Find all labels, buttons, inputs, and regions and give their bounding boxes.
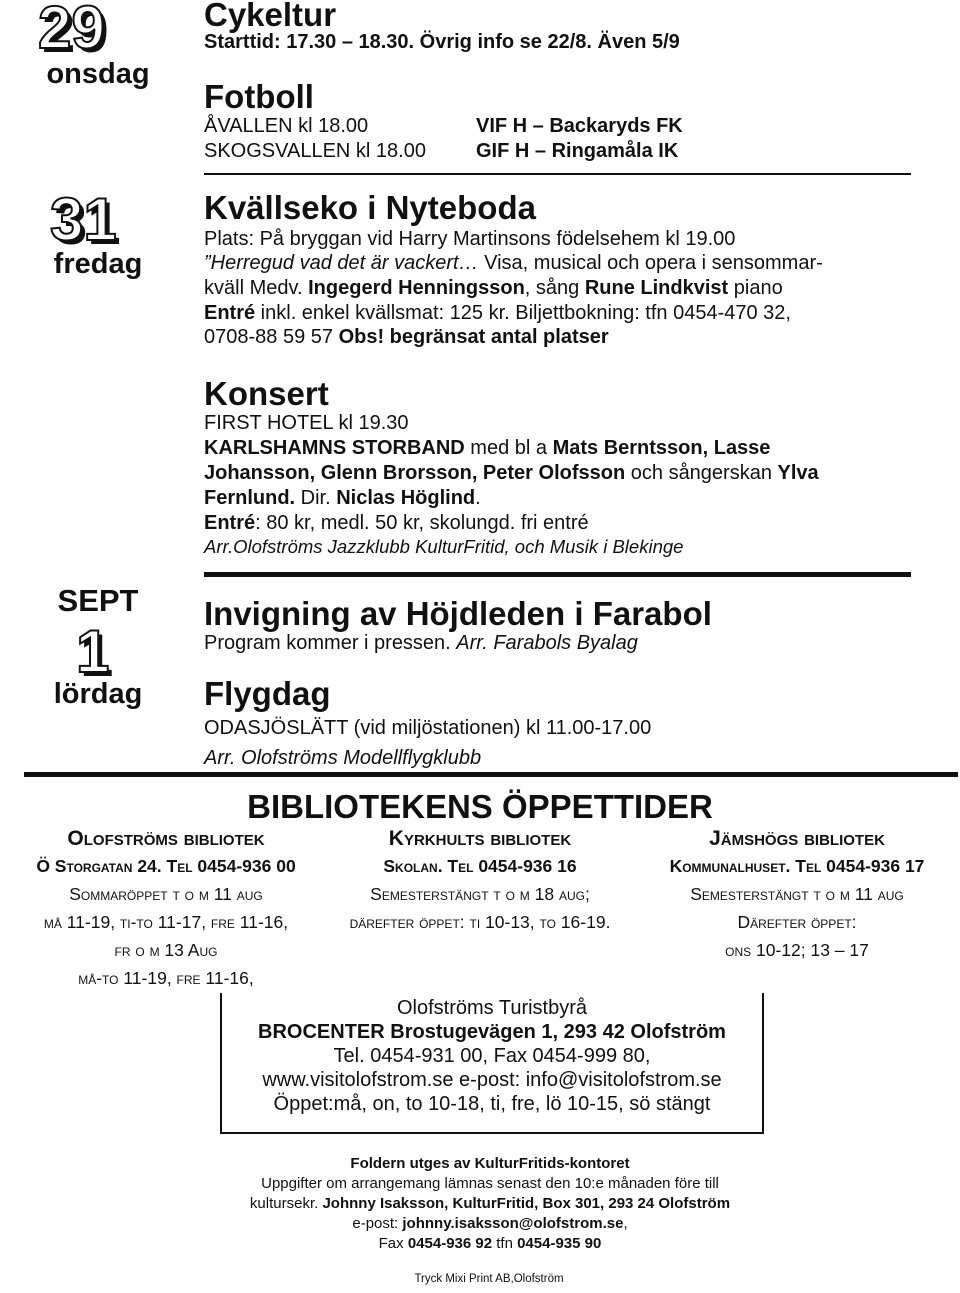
day-fredag: fredag bbox=[53, 248, 143, 280]
library-hours-line: fr o m 13 Aug bbox=[114, 940, 218, 960]
event-title-cykeltur: Cykeltur bbox=[204, 0, 337, 33]
konsert-line-3 bbox=[204, 486, 481, 511]
footer-email bbox=[0, 1214, 960, 1234]
library-hours-line: Sommaröppet t o m 11 aug bbox=[69, 884, 263, 904]
footer bbox=[0, 1154, 960, 1254]
date-number-31: 31 bbox=[50, 186, 117, 253]
text: kultursekr. bbox=[249, 1195, 323, 1212]
library-kyrkhult bbox=[320, 826, 640, 936]
text: piano bbox=[728, 277, 783, 299]
singer-name: Ylva bbox=[777, 462, 819, 484]
musician-names: Johansson, Glenn Brorsson, Peter Olofsson bbox=[204, 462, 626, 484]
event-title-flygdag: Flygdag bbox=[204, 675, 331, 712]
fotboll-venue-2: SKOGSVALLEN kl 18.00 bbox=[204, 140, 426, 162]
fotboll-venue-1: ÅVALLEN kl 18.00 bbox=[204, 115, 369, 137]
library-hours-line: Därefter öppet: bbox=[737, 912, 857, 932]
library-hours-line: därefter öppet: ti 10-13, to 16-19. bbox=[349, 912, 611, 932]
event-title-kvallseko: Kvällseko i Nyteboda bbox=[204, 189, 536, 226]
invigning-info bbox=[204, 631, 638, 656]
performer-name: Ingegerd Henningsson bbox=[308, 277, 525, 299]
kvallseko-place: Plats: På bryggan vid Harry Martinsons födelsehem kl 19.00 bbox=[204, 228, 736, 250]
organizer: Arr. Farabols Byalag bbox=[456, 632, 638, 654]
director-name: Niclas Höglind bbox=[336, 487, 476, 509]
event-title-fotboll: Fotboll bbox=[204, 78, 314, 115]
contact-address: Johnny Isaksson, KulturFritid, Box 301, 293 24 Olofström bbox=[322, 1195, 731, 1212]
footer-fax bbox=[0, 1234, 960, 1254]
konsert-organizer: Arr.Olofströms Jazzklubb KulturFritid, och Musik i Blekinge bbox=[204, 536, 684, 557]
email-link[interactable]: johnny.isaksson@olofstrom.se bbox=[402, 1215, 624, 1232]
konsert-line-1 bbox=[204, 436, 770, 461]
text: tfn bbox=[492, 1235, 518, 1252]
event-title-invigning: Invigning av Höjdleden i Farabol bbox=[204, 595, 712, 632]
text: , bbox=[623, 1215, 628, 1232]
print-credit: Tryck Mixi Print AB,Olofström bbox=[414, 1273, 564, 1285]
singer-name: Fernlund. bbox=[204, 487, 296, 509]
musician-names: Mats Berntsson, Lasse bbox=[552, 437, 771, 459]
text: e-post: bbox=[352, 1215, 403, 1232]
tourist-office-phone: Tel. 0454-931 00, Fax 0454-999 80, bbox=[333, 1045, 651, 1067]
day-lordag: lördag bbox=[53, 678, 143, 710]
footer-publisher: Foldern utges av KulturFritids-kontoret bbox=[350, 1155, 630, 1172]
price-info: inkl. enkel kvällsmat: 125 kr. Biljettbokning: tfn 0454-470 32, bbox=[255, 302, 791, 324]
library-hours-line: må 11-19, ti-to 11-17, fre 11-16, bbox=[43, 912, 289, 932]
text: , sång bbox=[524, 277, 585, 299]
library-hours-line: Semesterstängt t o m 18 aug; bbox=[370, 884, 590, 904]
entre-label: Entré bbox=[204, 512, 256, 534]
library-hours-line: må-to 11-19, fre 11-16, bbox=[78, 968, 254, 988]
tourist-office-hours: Öppet:må, on, to 10-18, ti, fre, lö 10-15, sö stängt bbox=[273, 1093, 711, 1115]
konsert-line-2 bbox=[204, 461, 819, 486]
kvallseko-line-5 bbox=[204, 325, 609, 350]
text: och sångerskan bbox=[625, 462, 778, 484]
day-onsdag: onsdag bbox=[46, 58, 150, 90]
divider-full bbox=[24, 772, 958, 777]
phone-number: 0454-935 90 bbox=[517, 1235, 602, 1252]
footer-deadline: Uppgifter om arrangemang lämnas senast den 10:e månaden före till bbox=[261, 1175, 719, 1192]
library-hours-heading: BIBLIOTEKENS ÖPPETTIDER bbox=[247, 788, 713, 825]
flygdag-organizer: Arr. Olofströms Modellflygklubb bbox=[204, 747, 482, 769]
konsert-venue: FIRST HOTEL kl 19.30 bbox=[204, 412, 409, 434]
tourist-office-web: www.visitolofstrom.se e-post: info@visitolofstrom.se bbox=[262, 1069, 722, 1091]
footer-contact bbox=[0, 1194, 960, 1214]
text: Fax bbox=[378, 1235, 408, 1252]
fax-number: 0454-936 92 bbox=[407, 1235, 493, 1252]
tourist-office-name: Olofströms Turistbyrå bbox=[396, 997, 588, 1019]
month-sept: SEPT bbox=[57, 583, 139, 618]
fotboll-match-1: VIF H – Backaryds FK bbox=[476, 115, 683, 137]
library-jamshog bbox=[636, 826, 958, 964]
konsert-line-4 bbox=[204, 511, 589, 536]
flygdag-place: ODASJÖSLÄTT (vid miljöstationen) kl 11.00-17.00 bbox=[204, 717, 652, 739]
library-address: Ö Storgatan 24. Tel 0454-936 00 bbox=[36, 856, 296, 876]
library-hours-line: Semesterstängt t o m 11 aug bbox=[690, 884, 904, 904]
divider-thick bbox=[204, 572, 911, 577]
kvallseko-desc: Visa, musical och opera i sensommar- bbox=[478, 252, 823, 274]
library-address: Skolan. Tel 0454-936 16 bbox=[383, 856, 577, 876]
band-name: KARLSHAMNS STORBAND bbox=[204, 437, 465, 459]
kvallseko-line-3 bbox=[204, 276, 783, 301]
library-name: Kyrkhults bibliotek bbox=[388, 827, 572, 850]
divider bbox=[204, 173, 911, 175]
library-name: Olofströms bibliotek bbox=[67, 827, 265, 850]
price-info: : 80 kr, medl. 50 kr, skolungd. fri entré bbox=[255, 512, 589, 534]
text: med bl a bbox=[464, 437, 553, 459]
fotboll-match-2: GIF H – Ringamåla IK bbox=[476, 140, 679, 162]
tourist-office-box bbox=[220, 993, 764, 1134]
date-number-1: 1 bbox=[76, 618, 110, 685]
event-title-konsert: Konsert bbox=[204, 375, 329, 412]
date-number-29: 29 bbox=[38, 0, 105, 61]
library-address: Kommunalhuset. Tel 0454-936 17 bbox=[669, 856, 925, 876]
text: kväll Medv. bbox=[204, 277, 309, 299]
library-name: Jämshögs bibliotek bbox=[709, 827, 885, 850]
tourist-office-address: BROCENTER Brostugevägen 1, 293 42 Olofström bbox=[258, 1021, 726, 1043]
text: Dir. bbox=[295, 487, 337, 509]
kvallseko-quote: ”Herregud vad det är vackert… bbox=[204, 252, 479, 274]
kvallseko-line-4 bbox=[204, 301, 791, 326]
library-hours-line: ons 10-12; 13 – 17 bbox=[725, 940, 869, 960]
kvallseko-line-2 bbox=[204, 251, 823, 276]
text: . bbox=[475, 487, 481, 509]
entre-label: Entré bbox=[204, 302, 256, 324]
phone: 0708-88 59 57 bbox=[204, 326, 339, 348]
performer-name: Rune Lindkvist bbox=[584, 277, 729, 299]
text: Program kommer i pressen. bbox=[204, 632, 457, 654]
notice: Obs! begränsat antal platser bbox=[338, 326, 609, 348]
event-info-cykeltur: Starttid: 17.30 – 18.30. Övrig info se 22/8. Även 5/9 bbox=[204, 31, 680, 53]
library-olofstrom bbox=[6, 826, 326, 992]
